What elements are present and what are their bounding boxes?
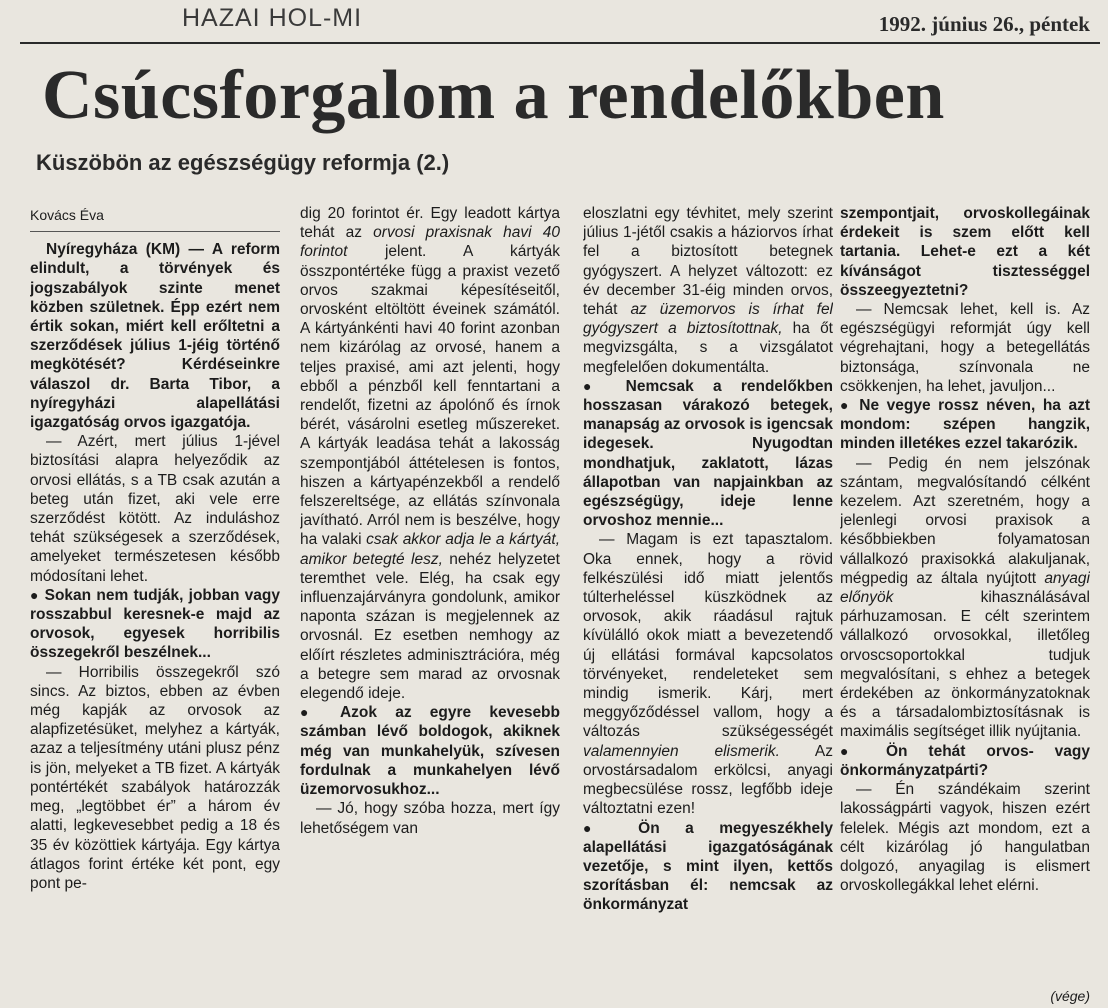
text-run: jelent. A kártyák összpontértéke függ a praxist vezető orvos szakmai képesítéseitől, orvosként eltöltött éveinek számától. A kártyánkénti havi 40 forint azonban nem kizárólag az orvosé, hanem a teljes praxisé, ami azt jelenti, hogy ebből a pénzből kell fenntartani a rendelőt, fizetni az ápolónő és írnok bérét, vásárolni esetleg műszereket. A kártyák leadása tehát a lakosság szempontjából áttételesen is fontos, hiszen a kártyapénzekből a rendelő felszereltsége, az ellátás színvonala javítható. Arról nem is beszélve, hogy ha valaki [300, 243, 560, 549]
answer-paragraph: — Nemcsak lehet, kell is. Az egészségügyi reformját úgy kell végrehajtani, hogy a betegellátás biztonsága, színvonala ne csökkenjen, ha lehet, javuljon... [840, 301, 1090, 395]
question-text: Ön a megyeszékhely alapellátási igazgatóságának vezetője, s mint ilyen, kettős szorításban él: nemcsak az önkormányzat [583, 819, 833, 914]
italic-run: anyagi előnyök [840, 569, 1090, 607]
bullet-icon: ● [840, 742, 866, 759]
lead-paragraph: Nyíregyháza (KM) — A reform elindult, a törvények és jogszabályok szinte menet közben születnek. Épp ezért nem értik sokan, miért kell erőltetni a szerződések július 1-jéig történő megkötését? Kérdéseinkre válaszol dr. Barta Tibor, a nyíregyházi alapellátási igazgatóság orvos igazgatója. [30, 241, 280, 432]
author-byline: Kovács Éva [30, 207, 104, 223]
text-run: kihasználásával párhuzamosan. E célt szerintem vállalkozó orvosokkal, illetőleg orvoscsoportokkal tudjuk megvalósítani, s ehhez a betegek érdekében az önkormányzatoknak és a társadalombiztosításnak is maximális segítséget illik nyújtania. [840, 589, 1090, 741]
question-text: Ön tehát orvos- vagy önkormányzatpárti? [840, 742, 1090, 779]
answer-paragraph [583, 204, 833, 377]
question-paragraph [840, 742, 1090, 780]
italic-run: orvosi praxisnak havi 40 forintot [300, 224, 560, 261]
question-paragraph [840, 396, 1090, 454]
question-paragraph [30, 586, 280, 663]
text-run: Az orvostársadalom erkölcsi, anyagi megbecsülése rossz, legfőbb ideje változtatni ezen! [583, 742, 833, 818]
article-subtitle: Küszöbön az egészségügy reformja (2.) [36, 150, 450, 175]
text-run: ha őt megvizsgálta, s a vizsgálatot megfelelően dokumentálta. [583, 320, 833, 376]
answer-paragraph: — Horribilis összegekről szó sincs. Az biztos, ebben az évben még kapják az orvosok az alapfizetésüket, melyhez a kártyák, azaz a teljesítmény utáni plusz pénz is jön, melyeket a TB fizet. A kártyák pontértékét szabályok határozzák meg, „legtöbbet ér” a három év alatti, legkevesebbet pedig a 18 és 35 év közöttiek kártyája. Egy kártya átlagos forint értéke két pont, egy pont pe- [30, 663, 280, 892]
question-text: Azok az egyre kevesebb számban lévő boldogok, akiknek még van munkahelyük, szívesen fordulnak a munkahelyen lévő üzemorvosukhoz... [300, 704, 560, 799]
section-label: HAZAI HOL-MI [182, 4, 363, 32]
question-text: Nemcsak a rendelőkben hosszasan várakozó betegek, manapság az orvosok is igencsak idegesek. Nyugodtan mondhatjuk, zaklatott, lázas állapotban van napjainkban az egészségügy, ideje lenne orvoshoz mennie... [583, 377, 833, 530]
article-title: Csúcsforgalom a rendelőkben [42, 57, 945, 134]
answer-paragraph [583, 530, 833, 818]
column-2 [300, 204, 560, 994]
question-paragraph [583, 819, 833, 915]
end-mark: (vége) [1050, 988, 1090, 1004]
question-text: Sokan nem tudják, jobban vagy rosszabbul keresnek-e majd az orvosok, egyesek horribilis összegekről beszélnek... [30, 586, 280, 662]
text-run: — Magam is ezt tapasztalom. Oka ennek, hogy a rövid felkészülési idő miatt jelentős túlterheléssel küszködnek az orvosok, akik ráadásul rajtuk kívülálló okok miatt a bevezetendő új ellátási formával kapcsolatos törvényeket, rendeleteket sem mindig ismerik. Kárj, mert meggyőződéssel vallom, hogy a változás szükségességét [583, 531, 833, 741]
question-paragraph [300, 703, 560, 799]
italic-run: valamennyien elismerik. [583, 742, 780, 760]
answer-paragraph [840, 454, 1090, 742]
byline-rule [30, 231, 280, 232]
text-run: nehéz helyzetet teremthet vele. Elég, ha csak egy influenzajárványra gondolunk, amikor naponta százan is megjelennek az orvosnál. Ez esetben nemhogy az előírt részletes adminisztrációra, még a betegre sem marad az orvosnak elegendő ideje. [300, 550, 560, 703]
column-4 [840, 204, 1090, 994]
question-text: Ne vegye rossz néven, ha azt mondom: szépen hangzik, minden illetékes ezzel takarózik. [840, 397, 1090, 453]
header-rule [20, 42, 1100, 44]
bullet-icon: ● [840, 397, 852, 414]
text-run: eloszlatni egy tévhitet, mely szerint július 1-jétől csakis a háziorvos írhat fel a biztosított betegnek gyógyszert. A helyzet változott: ez év december 31-éig minden orvos, tehát [583, 205, 833, 319]
issue-date: 1992. június 26., péntek [878, 12, 1090, 36]
bullet-icon: ● [583, 377, 607, 394]
answer-paragraph: — Én szándékaim szerint lakosságpárti vagyok, hiszen ezért felelek. Mégis azt mondom, ezt a célt kizárólag jó hangulatban dolgozó, anyagilag is elismert orvoskollegákkal lehet elérni. [840, 781, 1090, 895]
italic-run: az üzemorvos is írhat fel gyógyszert a biztosítottnak, [583, 301, 833, 338]
answer-paragraph: — Azért, mert július 1-jével biztosítási alapra helyeződik az orvosi ellátás, s a TB csak azután a beteg után fizet, aki vele erre szerződést kötött. Az induláshoz tehát szükségesek a szerződések, amelyeket természetesen később módosítani lehet. [30, 433, 280, 585]
bullet-icon: ● [300, 704, 323, 721]
column-1 [30, 206, 280, 996]
text-run: — Pedig én nem jelszónak szántam, megvalósítandó célként kezelem. Azt szeretném, hogy a jelenlegi orvosi praxisok a későbbiekben folyamatosan vállalkozó praxisokká alakuljanak, mégpedig az általa nyújtott [840, 454, 1090, 587]
answer-paragraph [300, 204, 560, 703]
question-paragraph [583, 377, 833, 531]
bullet-icon: ● [30, 586, 40, 603]
answer-paragraph: — Jó, hogy szóba hozza, mert így lehetőségem van [300, 800, 560, 837]
column-3 [583, 204, 833, 994]
italic-run: csak akkor adja le a kártyát, amikor betegté lesz, [300, 531, 560, 568]
question-continuation: szempontjait, orvoskollegáinak érdekeit is szem előtt kell tartania. Lehet-e ezt a két kívánságot tisztességgel összeegyeztetni? [840, 205, 1090, 299]
text-run: dig 20 forintot ér. Egy leadott kártya tehát az [300, 205, 560, 242]
bullet-icon: ● [583, 819, 613, 836]
